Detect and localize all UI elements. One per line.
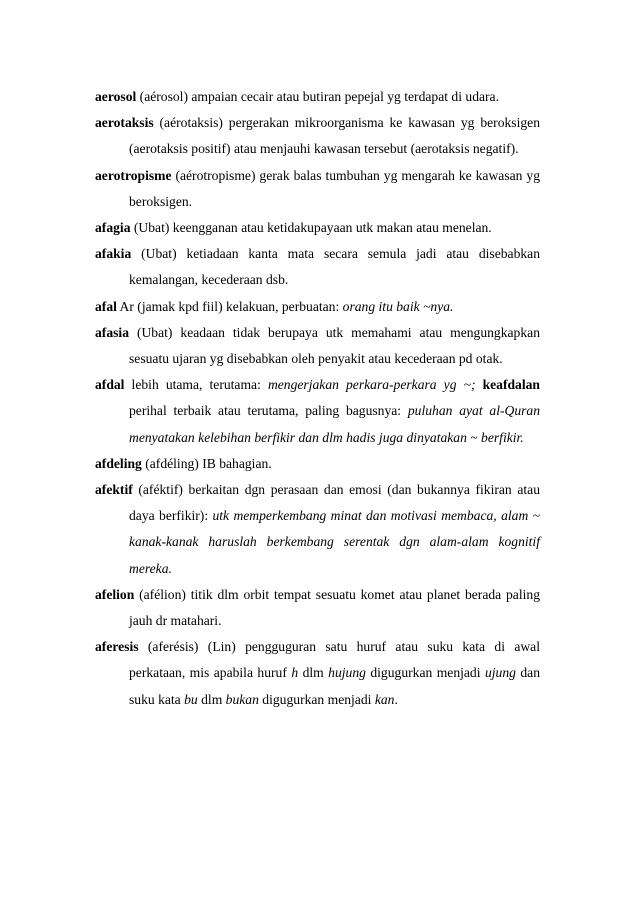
definition-text: (aféktif) berkaitan dgn perasaan dan emosi (dan bukannya fikiran atau daya berfikir): — [129, 482, 540, 524]
definition-text: (afdéling) IB bahagian. — [141, 455, 272, 471]
definition-text: digugurkan menjadi — [365, 665, 485, 681]
dictionary-entry — [95, 477, 540, 582]
sub-headword: keafdalan — [482, 377, 540, 393]
dictionary-entry — [95, 451, 540, 477]
headword: afagia — [95, 220, 131, 236]
definition-text: (aérosol) ampaian cecair atau butiran pepejal yg terdapat di udara. — [136, 89, 499, 104]
dictionary-entry — [95, 320, 540, 372]
entry-list — [95, 84, 540, 713]
dictionary-entry — [95, 294, 540, 320]
example-text: orang itu baik ~nya. — [342, 298, 454, 314]
headword: afektif — [95, 482, 133, 498]
definition-text: (Ubat) keengganan atau ketidakupayaan utk makan atau menelan. — [130, 220, 492, 236]
dictionary-entry — [95, 241, 540, 293]
definition-text: (afélion) titik dlm orbit tempat sesuatu komet atau planet berada paling jauh dr matahari. — [129, 586, 540, 629]
example-text: hujung — [328, 665, 366, 681]
dictionary-entry — [95, 215, 540, 241]
definition-text: (aérotropisme) gerak balas tumbuhan yg mengarah ke kawasan yg beroksigen. — [129, 167, 540, 209]
dictionary-entry — [95, 582, 540, 634]
example-text: utk memperkembang minat dan motivasi membaca, alam ~ kanak-kanak haruslah berkembang serentak dgn alam-alam kognitif mereka. — [129, 508, 540, 576]
dictionary-entry — [95, 163, 540, 215]
headword: aferesis — [95, 639, 139, 655]
example-text: mengerjakan perkara-perkara yg ~; — [267, 377, 476, 393]
definition-text: (Ubat) ketiadaan kanta mata secara semula jadi atau disebabkan kemalangan, kecederaan dsb. — [129, 246, 540, 288]
definition-text: dlm — [298, 665, 329, 681]
definition-text: Ar (jamak kpd fiil) kelakuan, perbuatan: — [116, 298, 343, 314]
headword: afelion — [95, 586, 135, 602]
definition-text: dan suku kata — [129, 665, 540, 707]
definition-text: (Ubat) keadaan tidak berupaya utk memahami atau mengungkapkan sesuatu ujaran yg disebabkan oleh penyakit atau kecederaan pd otak. — [128, 324, 540, 367]
headword: aerotaksis — [95, 115, 154, 131]
definition-text: . — [394, 691, 398, 707]
dictionary-entry — [95, 634, 540, 713]
headword: afakia — [95, 246, 132, 262]
definition-text: (aferésis) (Lin) pengguguran satu huruf atau suku kata di awal perkataan, mis apabila huruf — [129, 639, 540, 681]
definition-text: perihal terbaik atau terutama, paling bagusnya: — [129, 403, 408, 419]
example-text: h — [291, 665, 299, 681]
headword: aerosol — [95, 89, 137, 104]
example-text: bu — [184, 691, 198, 707]
headword: aerotropisme — [95, 167, 172, 183]
example-text: puluhan ayat al-Quran menyatakan kelebihan berfikir dan dlm hadis juga dinyatakan ~ berfikir. — [129, 403, 541, 445]
definition-text: digugurkan menjadi — [258, 691, 375, 707]
headword: afasia — [95, 324, 129, 340]
definition-text: dlm — [197, 691, 226, 707]
headword: afdal — [95, 377, 125, 393]
headword: afal — [95, 298, 117, 314]
definition-text — [475, 377, 482, 392]
dictionary-entry — [95, 372, 540, 451]
headword: afdeling — [95, 455, 142, 471]
example-text: ujung — [484, 665, 516, 681]
dictionary-entry — [95, 84, 540, 110]
dictionary-entry — [95, 110, 540, 162]
definition-text: (aérotaksis) pergerakan mikroorganisma ke kawasan yg beroksigen (aerotaksis positif) atau menjauhi kawasan tersebut (aerotaksis negatif). — [129, 115, 540, 157]
definition-text: lebih utama, terutama: — [124, 377, 268, 393]
example-text: bukan — [225, 691, 259, 707]
example-text: kan — [374, 691, 395, 707]
